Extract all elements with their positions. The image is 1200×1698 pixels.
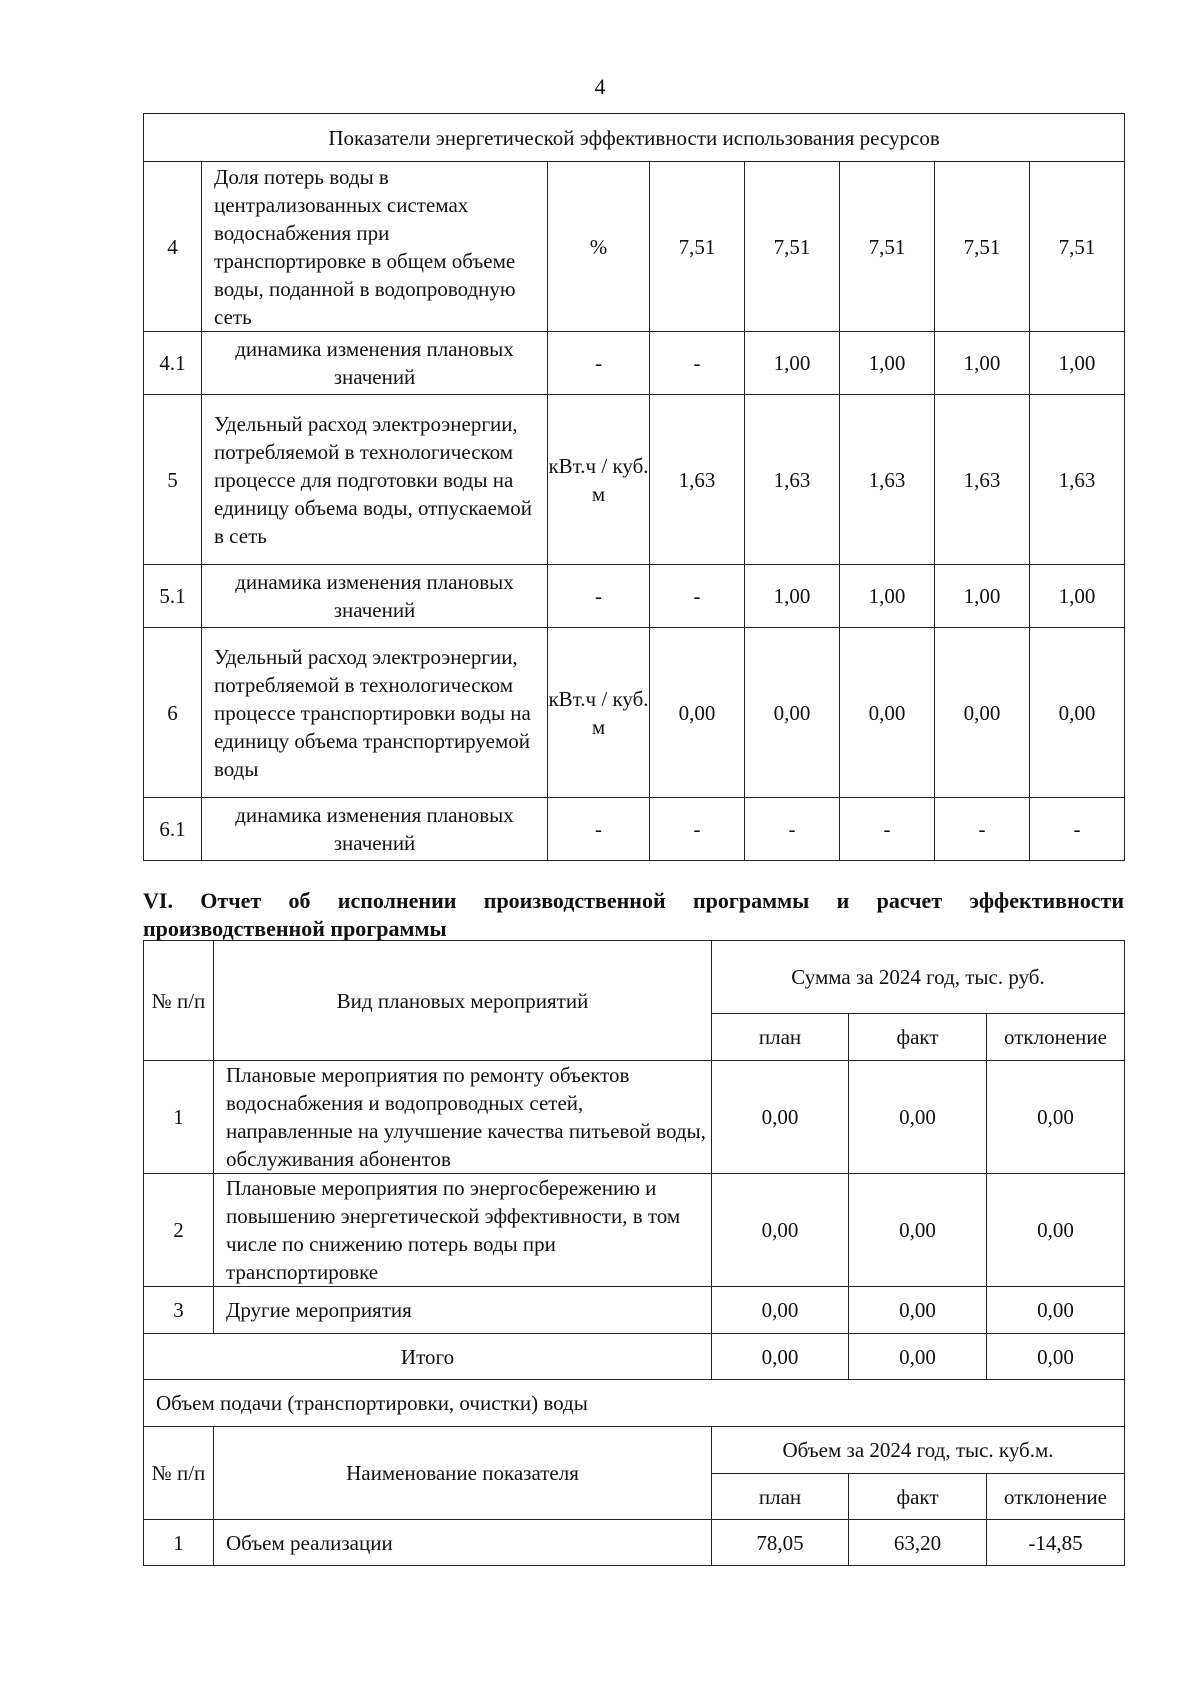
indicator-value: 1,00	[745, 332, 840, 395]
indicators-title: Показатели энергетической эффективности использования ресурсов	[144, 114, 1125, 162]
indicator-value: 1,63	[745, 395, 840, 565]
indicator-value: 0,00	[840, 628, 935, 798]
header-sum-title: Сумма за 2024 год, тыс. руб.	[712, 941, 1125, 1014]
indicator-value: 7,51	[1030, 162, 1125, 332]
total-plan: 0,00	[712, 1334, 849, 1380]
row-number: 4	[144, 162, 202, 332]
indicator-value: 1,00	[1030, 332, 1125, 395]
indicator-name: динамика изменения плановых значений	[202, 798, 548, 861]
indicator-value: -	[650, 332, 745, 395]
indicator-value: -	[935, 798, 1030, 861]
indicator-value: 0,00	[935, 628, 1030, 798]
volume-header-name: Наименование показателя	[214, 1427, 712, 1520]
indicator-name: Удельный расход электроэнергии, потребляемой в технологическом процессе для подготовки воды на единицу объема воды, отпускаемой в сеть	[202, 395, 548, 565]
indicator-value: 1,00	[745, 565, 840, 628]
indicator-value: 0,00	[745, 628, 840, 798]
header-plan: план	[712, 1014, 849, 1061]
indicator-value: -	[650, 565, 745, 628]
deviation-value: 0,00	[987, 1061, 1125, 1174]
volume-indicator-name: Объем реализации	[214, 1520, 712, 1566]
table-row	[144, 798, 1125, 861]
indicator-name: Удельный расход электроэнергии, потребляемой в технологическом процессе транспортировки воды на единицу объема транспортируемой воды	[202, 628, 548, 798]
indicator-value: 0,00	[650, 628, 745, 798]
row-number: 2	[144, 1174, 214, 1287]
production-program-report-table	[143, 940, 1125, 1566]
table-row	[144, 565, 1125, 628]
row-number: 6.1	[144, 798, 202, 861]
indicator-value: 1,00	[840, 565, 935, 628]
fact-value: 0,00	[849, 1061, 987, 1174]
table-row	[144, 332, 1125, 395]
header-fact: факт	[849, 1014, 987, 1061]
indicator-value: 1,63	[650, 395, 745, 565]
row-number: 1	[144, 1520, 214, 1566]
indicator-value: 7,51	[745, 162, 840, 332]
row-number: 4.1	[144, 332, 202, 395]
volume-header-num: № п/п	[144, 1427, 214, 1520]
row-number: 5	[144, 395, 202, 565]
indicator-value: 7,51	[650, 162, 745, 332]
indicator-value: -	[840, 798, 935, 861]
fact-value: 0,00	[849, 1287, 987, 1334]
indicator-unit: -	[548, 798, 650, 861]
indicator-unit: -	[548, 565, 650, 628]
total-row	[144, 1334, 1125, 1380]
total-deviation: 0,00	[987, 1334, 1125, 1380]
volume-plan: 78,05	[712, 1520, 849, 1566]
volume-deviation: -14,85	[987, 1520, 1125, 1566]
measure-name: Другие мероприятия	[214, 1287, 712, 1334]
page-number: 4	[594, 74, 606, 99]
indicator-unit: %	[548, 162, 650, 332]
volume-header-fact: факт	[849, 1474, 987, 1520]
row-number: 1	[144, 1061, 214, 1174]
indicator-name: Доля потерь воды в централизованных системах водоснабжения при транспортировке в общем объеме воды, поданной в водопроводную сеть	[202, 162, 548, 332]
indicator-name: динамика изменения плановых значений	[202, 565, 548, 628]
plan-value: 0,00	[712, 1061, 849, 1174]
indicator-value: 1,63	[840, 395, 935, 565]
header-num: № п/п	[144, 941, 214, 1061]
volume-header-deviation: отклонение	[987, 1474, 1125, 1520]
plan-value: 0,00	[712, 1174, 849, 1287]
indicator-value: 1,63	[1030, 395, 1125, 565]
indicator-value: 7,51	[935, 162, 1030, 332]
volume-header-row	[144, 1427, 1125, 1474]
fact-value: 0,00	[849, 1174, 987, 1287]
table-row	[144, 162, 1125, 332]
indicator-value: -	[745, 798, 840, 861]
table-row	[144, 395, 1125, 565]
table-row	[144, 628, 1125, 798]
indicator-value: 1,00	[935, 565, 1030, 628]
indicator-value: 0,00	[1030, 628, 1125, 798]
volume-title: Объем подачи (транспортировки, очистки) воды	[144, 1380, 1125, 1427]
table-row	[144, 1174, 1125, 1287]
volume-header-plan: план	[712, 1474, 849, 1520]
deviation-value: 0,00	[987, 1174, 1125, 1287]
indicator-unit: -	[548, 332, 650, 395]
indicator-value: 1,00	[840, 332, 935, 395]
indicator-unit: кВт.ч / куб. м	[548, 395, 650, 565]
measure-name: Плановые мероприятия по ремонту объектов водоснабжения и водопроводных сетей, направленные на улучшение качества питьевой воды, обслуживания абонентов	[214, 1061, 712, 1174]
header-deviation: отклонение	[987, 1014, 1125, 1061]
table-row	[144, 1520, 1125, 1566]
indicator-name: динамика изменения плановых значений	[202, 332, 548, 395]
row-number: 6	[144, 628, 202, 798]
indicator-value: -	[650, 798, 745, 861]
volume-title-row	[144, 1380, 1125, 1427]
measure-name: Плановые мероприятия по энергосбережению и повышению энергетической эффективности, в том числе по снижению потерь воды при транспортировке	[214, 1174, 712, 1287]
row-number: 3	[144, 1287, 214, 1334]
energy-efficiency-table	[143, 113, 1125, 861]
indicator-value: 1,00	[935, 332, 1030, 395]
report-header-row	[144, 941, 1125, 1014]
table-title-row	[144, 114, 1125, 162]
indicator-unit: кВт.ч / куб. м	[548, 628, 650, 798]
indicator-value: 1,00	[1030, 565, 1125, 628]
plan-value: 0,00	[712, 1287, 849, 1334]
deviation-value: 0,00	[987, 1287, 1125, 1334]
indicator-value: 7,51	[840, 162, 935, 332]
total-fact: 0,00	[849, 1334, 987, 1380]
total-label: Итого	[144, 1334, 712, 1380]
row-number: 5.1	[144, 565, 202, 628]
table-row	[144, 1061, 1125, 1174]
volume-header-title: Объем за 2024 год, тыс. куб.м.	[712, 1427, 1125, 1474]
header-name: Вид плановых мероприятий	[214, 941, 712, 1061]
indicator-value: 1,63	[935, 395, 1030, 565]
indicator-value: -	[1030, 798, 1125, 861]
volume-fact: 63,20	[849, 1520, 987, 1566]
table-row	[144, 1287, 1125, 1334]
section-heading: VI. Отчет об исполнении производственной программы и расчет эффективности производственной программы	[143, 888, 1124, 941]
